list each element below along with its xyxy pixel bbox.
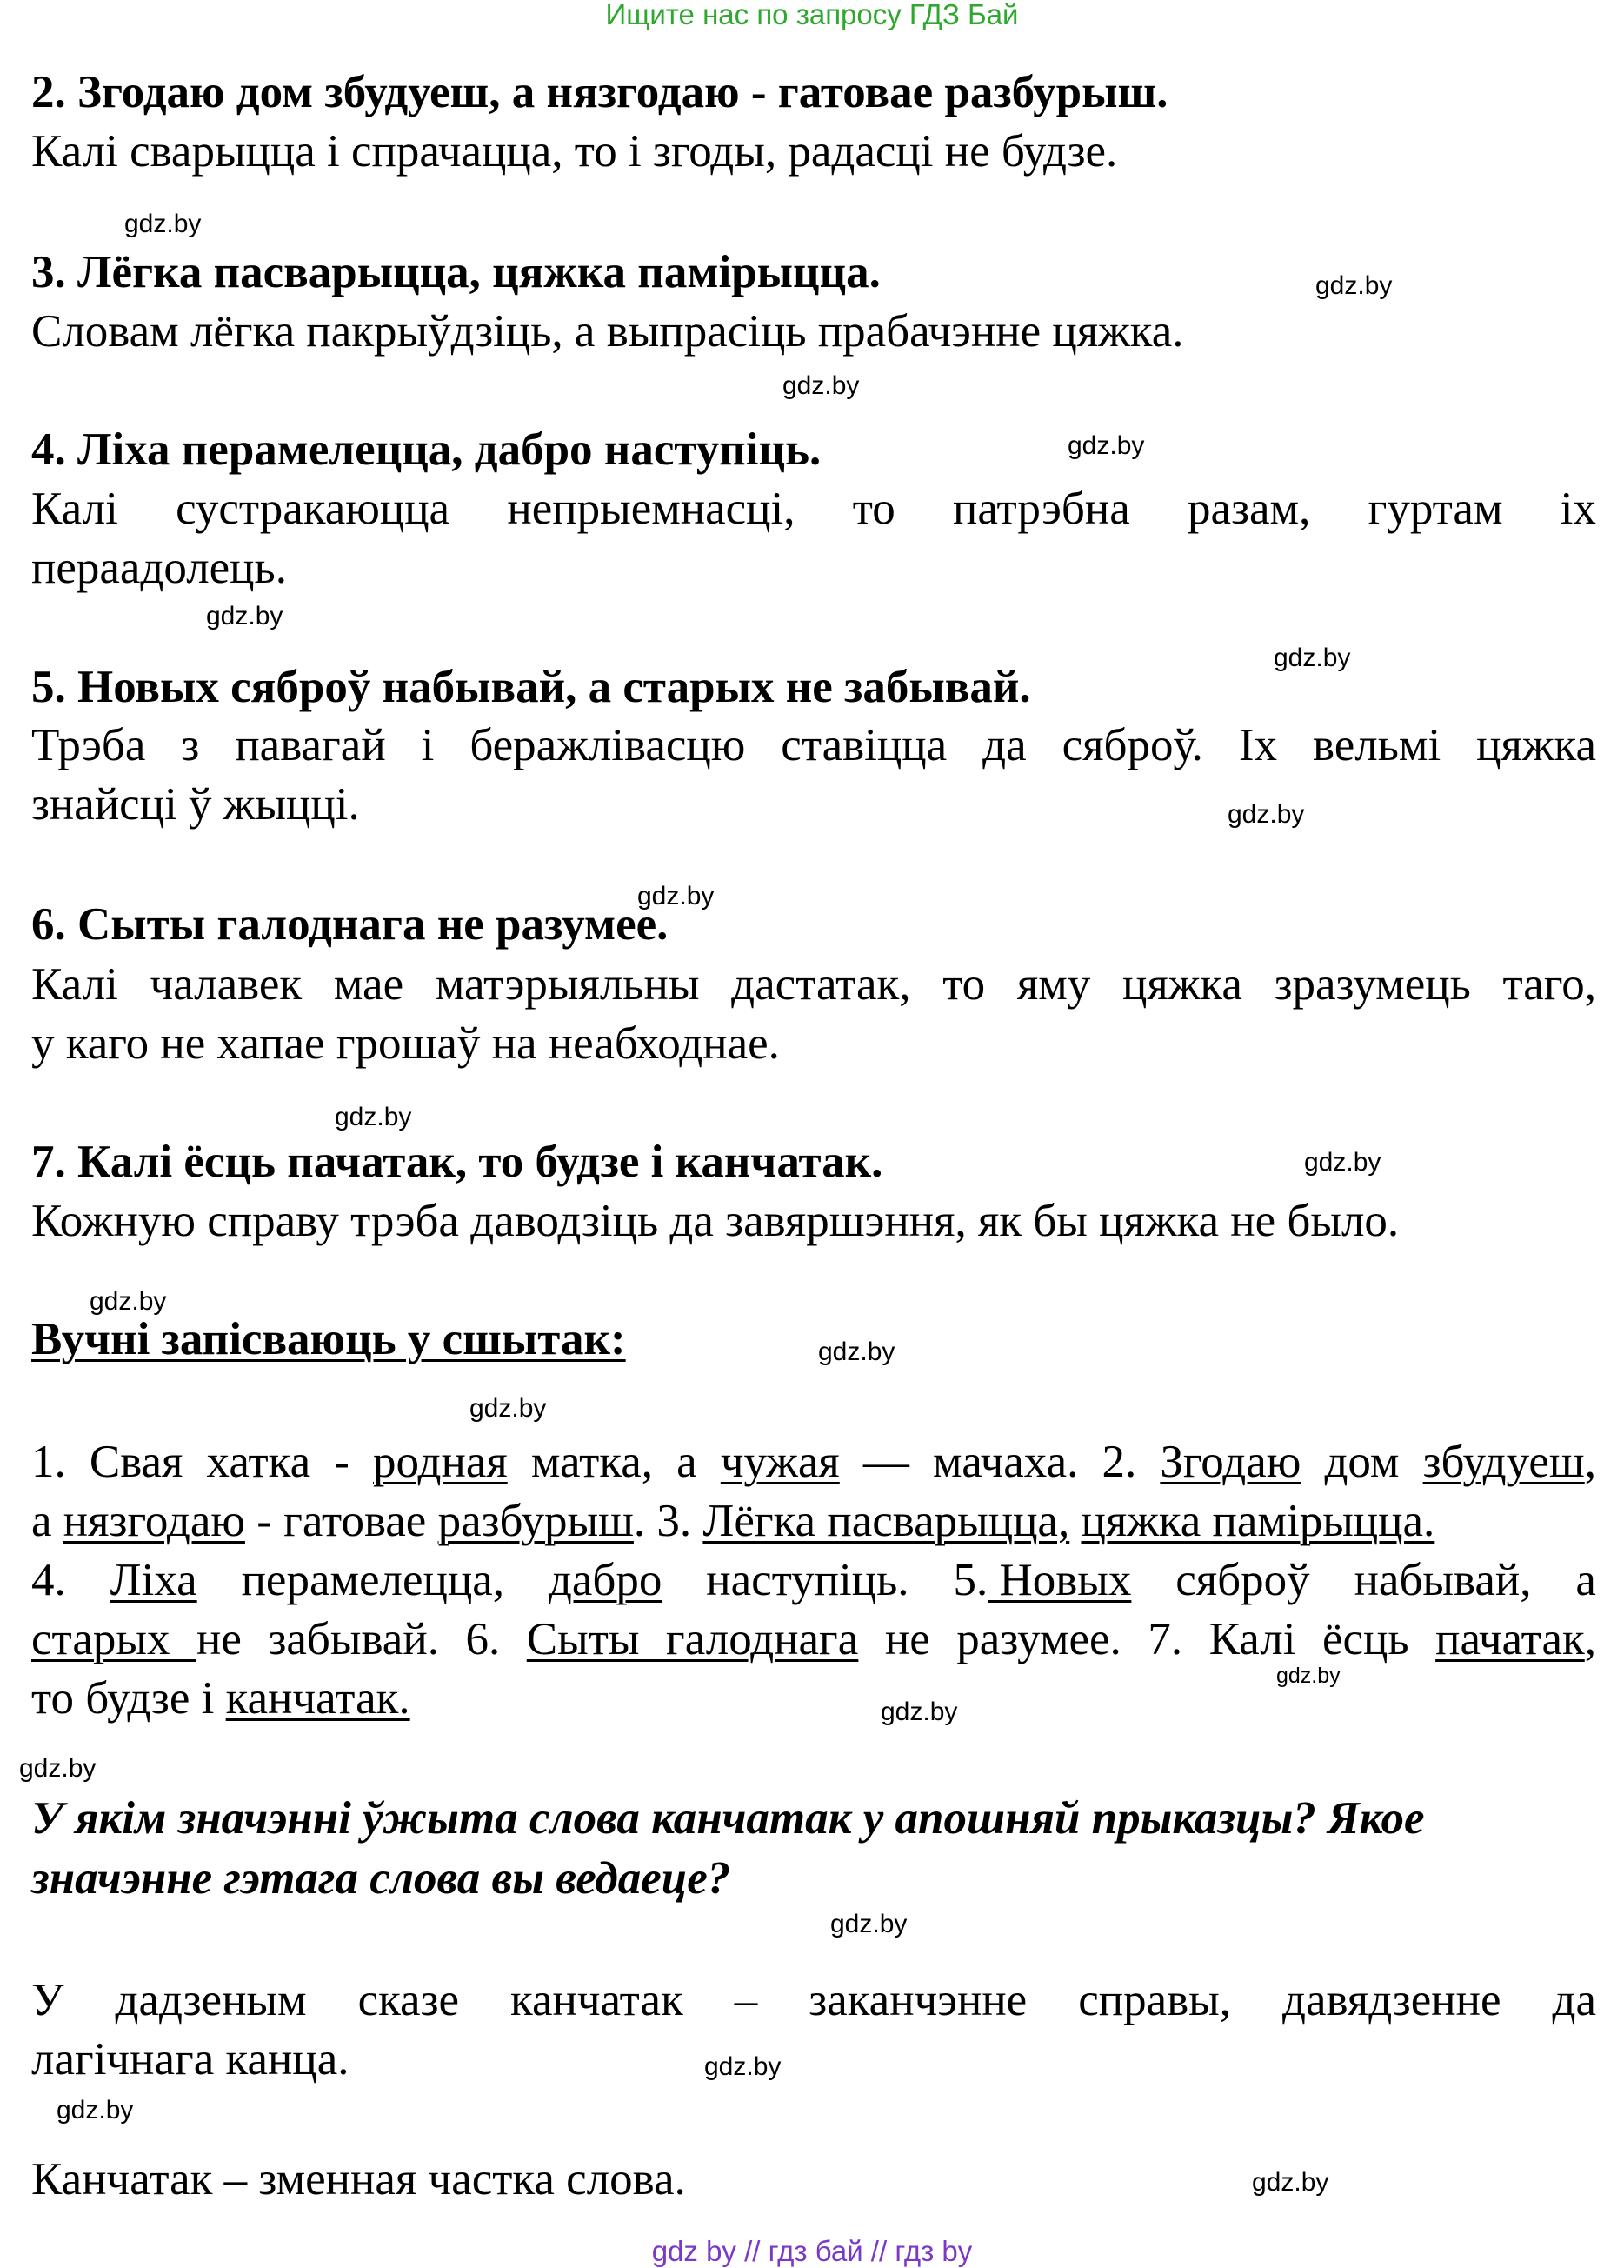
- proverb-5-heading: 5. Новых сяброў набывай, а старых не забывай.: [31, 662, 1031, 712]
- proverb-7-explanation: Кожную справу трэба даводзіць да завяршэння, як бы цяжка не было.: [31, 1196, 1400, 1246]
- answer-1-line-2: лагічнага канца.: [31, 2034, 349, 2085]
- watermark: gdz.by: [1228, 800, 1305, 829]
- notebook-line-1: 1. Свая хатка - родная матка, а чужая — мачаха. 2. Згодаю дом збудуеш,: [31, 1437, 1596, 1487]
- watermark: gdz.by: [206, 602, 283, 630]
- watermark: gdz.by: [1276, 1664, 1341, 1688]
- proverb-6-explanation-line-2: у каго не хапае грошаў на неабходнае.: [31, 1018, 780, 1069]
- notebook-line-4: старых не забывай. 6. Сыты галоднага не разумее. 7. Калі ёсць пачатак,: [31, 1614, 1597, 1664]
- proverb-4-explanation-line-1: Калі сустракаюцца непрыемнасці, то патрэбна разам, гуртам іх: [31, 484, 1596, 534]
- watermark: gdz.by: [1315, 271, 1393, 300]
- answer-1-line-1: У дадзеным сказе канчатак – заканчэнне справы, давядзенне да: [31, 1975, 1596, 2025]
- watermark: gdz.by: [335, 1103, 412, 1131]
- question-line-2: значэнне гэтага слова вы ведаеце?: [31, 1853, 731, 1904]
- proverb-4-explanation-line-2: пераадолець.: [31, 543, 287, 593]
- watermark: gdz.by: [19, 1754, 97, 1783]
- proverb-2-heading: 2. Згодаю дом збудуеш, а нязгодаю - гатовае разбурыш.: [31, 67, 1168, 117]
- proverb-3-explanation: Словам лёгка пакрыўдзіць, а выпрасіць прабачэнне цяжка.: [31, 306, 1184, 357]
- watermark: gdz.by: [124, 210, 202, 238]
- proverb-6-explanation-line-1: Калі чалавек мае матэрыяльны дастатак, то яму цяжка зразумець таго,: [31, 959, 1596, 1010]
- top-banner: Ищите нас по запросу ГДЗ Бай: [605, 0, 1019, 30]
- watermark: gdz.by: [818, 1337, 895, 1366]
- proverb-3-heading: 3. Лёгка пасварыцца, цяжка памірыцца.: [31, 247, 881, 297]
- watermark: gdz.by: [782, 371, 860, 400]
- watermark: gdz.by: [1274, 644, 1351, 672]
- watermark: gdz.by: [637, 882, 715, 911]
- notebook-line-3: 4. Ліха перамелецца, дабро наступіць. 5. Новых сяброў набывай, а: [31, 1555, 1596, 1605]
- watermark: gdz.by: [1252, 2168, 1329, 2197]
- watermark: gdz.by: [90, 1287, 167, 1316]
- answer-2: Канчатак – зменная частка слова.: [31, 2154, 686, 2205]
- proverb-7-heading: 7. Калі ёсць пачатак, то будзе і канчатак.: [31, 1137, 883, 1187]
- watermark: gdz.by: [57, 2096, 134, 2125]
- watermark: gdz.by: [1304, 1148, 1381, 1177]
- watermark: gdz.by: [830, 1910, 908, 1938]
- watermark: gdz.by: [469, 1394, 547, 1423]
- watermark: gdz.by: [1068, 431, 1145, 460]
- watermark: gdz.by: [704, 2052, 782, 2081]
- watermark: gdz.by: [881, 1698, 958, 1726]
- footer: gdz by // гдз бай // гдз by: [651, 2235, 973, 2267]
- proverb-4-heading: 4. Ліха перамелецца, дабро наступіць.: [31, 424, 822, 475]
- proverb-2-explanation: Калі сварыцца і спрачацца, то і згоды, радасці не будзе.: [31, 126, 1118, 177]
- proverb-6-heading: 6. Сыты галоднага не разумее.: [31, 899, 669, 950]
- proverb-5-explanation-line-2: знайсці ў жыцці.: [31, 779, 360, 830]
- notebook-line-2: а нязгодаю - гатовае разбурыш. 3. Лёгка пасварыцца, цяжка памірыцца.: [31, 1496, 1435, 1546]
- proverb-5-explanation-line-1: Трэба з павагай і беражлівасцю ставіцца да сяброў. Іх вельмі цяжка: [31, 720, 1596, 770]
- notebook-line-5: то будзе і канчатак.: [31, 1673, 410, 1724]
- notebook-section-title: Вучні запісваюць у сшытак:: [31, 1314, 626, 1364]
- question-line-1: У якім значэнні ўжыта слова канчатак у апошняй прыказцы? Якое: [31, 1793, 1425, 1844]
